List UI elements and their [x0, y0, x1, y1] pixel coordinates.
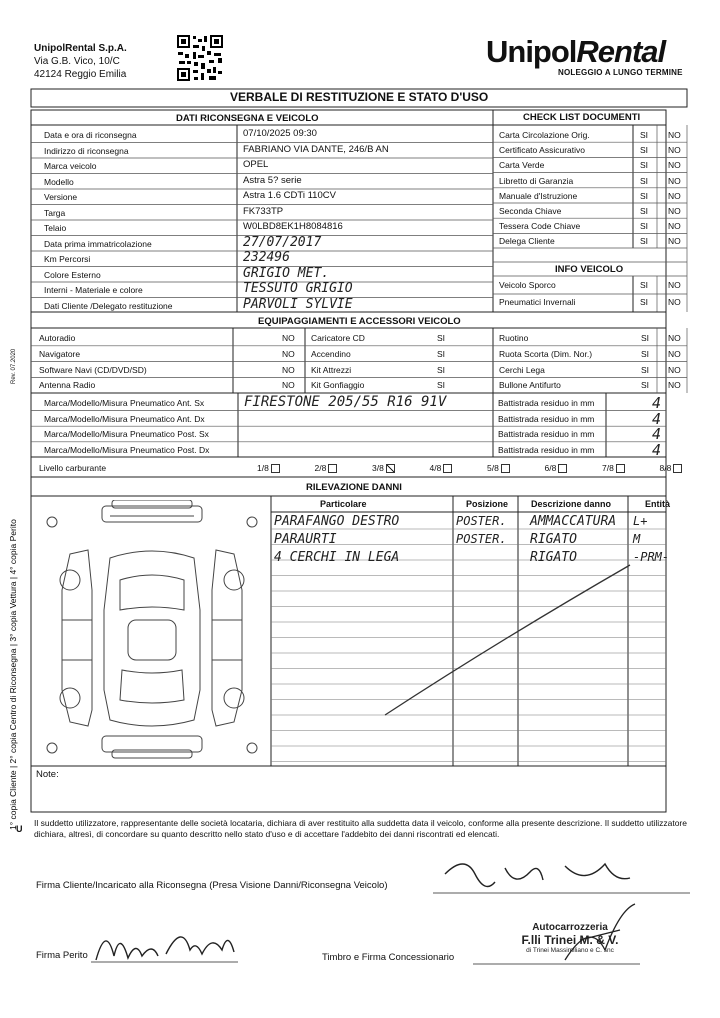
dati-row-label: Telaio — [44, 223, 67, 233]
equip-si: SI — [641, 380, 650, 391]
dati-row-value: 07/10/2025 09:30 — [243, 128, 317, 139]
dati-row-value: OPEL — [243, 159, 269, 170]
fuel-level-checkbox[interactable] — [386, 464, 395, 473]
company-city: 42124 Reggio Emilia — [34, 69, 127, 80]
dati-row-label: Versione — [44, 192, 78, 202]
damage-entity: -PRM- — [633, 550, 670, 564]
fuel-level-option — [372, 463, 395, 473]
checklist-item-label: Carta Verde — [499, 160, 545, 171]
info-yes: SI — [640, 297, 649, 307]
document-title: VERBALE DI RESTITUZIONE E STATO D'USO — [230, 90, 489, 104]
fuel-level-text: 6/8 — [544, 463, 557, 473]
note-label: Note: — [36, 769, 59, 780]
stamp-line-1: Autocarrozzeria — [532, 922, 608, 933]
dati-row-label: Targa — [44, 207, 66, 218]
fuel-level-checkbox[interactable] — [501, 464, 510, 473]
checklist-item-label: Libretto di Garanzia — [499, 175, 574, 186]
damage-part: PARAFANGO DESTRO — [274, 514, 400, 529]
checklist-no: NO — [668, 175, 681, 186]
car-diagram — [40, 500, 266, 762]
signature-cliente — [435, 854, 635, 894]
equip-item-label: Software Navi (CD/DVD/SD) — [39, 364, 147, 375]
checklist-yes: SI — [640, 206, 649, 216]
stamp-line-3: di Trinei Massimiliano e C. snc — [526, 947, 614, 954]
dati-row-value: FABRIANO VIA DANTE, 246/B AN — [243, 143, 389, 155]
info-no: NO — [668, 280, 681, 290]
info-no: NO — [668, 297, 681, 307]
equip-item-label: Antenna Radio — [39, 380, 96, 391]
fuel-level-option — [660, 463, 683, 473]
damage-entity: L+ — [633, 514, 648, 528]
equip-item-label: Kit Attrezzi — [311, 364, 352, 375]
checklist-yes: SI — [640, 175, 649, 186]
checklist-item-label: Carta Circolazione Orig. — [499, 130, 590, 140]
equip-no: NO — [282, 380, 295, 391]
dati-row-label: Marca veicolo — [44, 161, 97, 171]
fuel-level-text: 5/8 — [487, 463, 499, 473]
damage-column-header: Posizione — [466, 499, 509, 509]
handwritten-strike — [380, 560, 640, 720]
damage-part: PARAURTI — [274, 532, 337, 547]
checklist-item-label: Tessera Code Chiave — [499, 221, 581, 232]
equip-no: NO — [282, 364, 295, 375]
tyre-label: Marca/Modello/Misura Pneumatico Post. Sx — [44, 429, 209, 440]
info-item-label: Pneumatici Invernali — [499, 297, 576, 307]
equip-no: NO — [668, 333, 681, 343]
dati-row-value: PARVOLI SYLVIE — [243, 296, 353, 312]
damage-position: POSTER. — [456, 514, 507, 528]
statement-text: Il suddetto utilizzatore, rappresentante delle società locataria, dichiara di aver restituito alla suddetta data il veicolo, conforme alla presente descrizione. Il suddetto utilizzatore dichiara, altresì, di concordare su quanto descritto nello stato d'uso e di accettare l'addebito dei danni riscontrati ed elencati. — [34, 818, 687, 839]
equip-item-label: Autoradio — [39, 333, 76, 343]
equip-no: NO — [668, 364, 681, 375]
checklist-item-label: Certificato Assicurativo — [499, 145, 585, 156]
tyre-label: Marca/Modello/Misura Pneumatico Ant. Sx — [44, 398, 205, 408]
equip-si: SI — [437, 348, 446, 359]
fuel-level-checkbox[interactable] — [328, 464, 337, 473]
tyre-handwritten: FIRESTONE 205/55 R16 91V — [244, 394, 447, 410]
tyre-residual-label: Battistrada residuo in mm — [498, 398, 595, 408]
dati-row-value: W0LBD8EK1H8084816 — [243, 221, 343, 232]
dati-row-label: Modello — [44, 176, 74, 187]
signature-concessionario — [560, 900, 640, 970]
dati-row-value: 232496 — [243, 250, 290, 265]
dati-row-value: Astra 5? serie — [243, 174, 302, 186]
equip-item-label: Ruota Scorta (Dim. Nor.) — [499, 348, 593, 359]
equip-si: SI — [641, 348, 650, 359]
signature-perito — [92, 920, 242, 966]
stamp-line-2: F.lli Trinei M. & V. — [521, 933, 619, 947]
signature-concessionario-label: Timbro e Firma Concessionario — [322, 952, 455, 963]
side-mark: U — [16, 824, 23, 834]
damage-part: 4 CERCHI IN LEGA — [274, 550, 400, 565]
damage-column-header: Descrizione danno — [531, 499, 612, 509]
damage-description: RIGATO — [530, 532, 577, 547]
dati-row-label: Km Percorsi — [44, 254, 91, 264]
tyre-residual-label: Battistrada residuo in mm — [498, 444, 595, 455]
tyre-residual-mm: 4 — [652, 394, 662, 412]
checklist-no: NO — [668, 236, 681, 247]
checklist-no: NO — [668, 206, 681, 216]
info-item-label: Veicolo Sporco — [499, 280, 556, 290]
damage-position: POSTER. — [456, 532, 507, 546]
checklist-no: NO — [668, 145, 681, 156]
damage-column-header: Entità — [645, 499, 671, 509]
checklist-item-label: Seconda Chiave — [499, 206, 562, 216]
tyre-label: Marca/Modello/Misura Pneumatico Ant. Dx — [44, 413, 205, 424]
fuel-level-checkbox[interactable] — [616, 464, 625, 473]
dati-row-label: Data prima immatricolazione — [44, 238, 152, 249]
equip-item-label: Bullone Antifurto — [499, 380, 561, 391]
fuel-level-checkbox[interactable] — [271, 464, 280, 473]
fuel-level-text: 4/8 — [429, 463, 442, 473]
fuel-level-option — [545, 463, 568, 473]
damage-description: AMMACCATURA — [530, 514, 617, 529]
checklist-no: NO — [668, 160, 681, 171]
equip-no: NO — [668, 380, 681, 391]
signature-perito-label: Firma Perito — [36, 950, 88, 961]
equip-no: NO — [668, 348, 681, 359]
tyre-residual-mm: 4 — [652, 409, 662, 428]
dati-row-label: Data e ora di riconsegna — [44, 130, 137, 140]
checklist-yes: SI — [640, 190, 649, 201]
dati-row-label: Indirizzo di riconsegna — [44, 145, 129, 156]
fuel-level-text: 3/8 — [372, 463, 384, 473]
damage-entity: M — [633, 532, 641, 546]
fuel-level-option — [257, 463, 280, 473]
checklist-yes: SI — [640, 221, 649, 232]
dati-row-label: Colore Esterno — [44, 269, 101, 280]
fuel-level-checkbox[interactable] — [443, 464, 452, 473]
equip-item-label: Accendino — [311, 348, 351, 359]
dati-row-label: Interni - Materiale e colore — [44, 285, 143, 295]
form-revision: Rev. 07.2020 — [11, 348, 17, 384]
fuel-level-checkbox[interactable] — [673, 464, 682, 473]
tyre-residual-label: Battistrada residuo in mm — [498, 413, 595, 424]
dati-row-value: FK733TP — [243, 205, 284, 217]
equip-item-label: Cerchi Lega — [499, 364, 545, 375]
company-name: UnipolRental S.p.A. — [34, 43, 127, 54]
tyre-residual-mm: 4 — [652, 440, 662, 459]
equip-si: SI — [437, 333, 446, 343]
tyre-residual-label: Battistrada residuo in mm — [498, 429, 595, 440]
checklist-yes: SI — [640, 236, 649, 247]
sidebar-text: 1° copia Cliente | 2° copia Centro di Riconsegna | 3° copia Vettura | 4° copia Perito — [8, 519, 18, 830]
unipolrental-logo: UnipolRental — [486, 34, 666, 69]
damage-column-header: Particolare — [320, 499, 367, 509]
equip-no: NO — [282, 333, 295, 343]
fuel-level-text: 2/8 — [314, 463, 327, 473]
checklist-yes: SI — [640, 160, 649, 171]
dati-row-value: Astra 1.6 CDTi 110CV — [243, 190, 336, 201]
fuel-label: Livello carburante — [39, 463, 107, 473]
equip-item-label: Caricatore CD — [311, 333, 365, 343]
equip-si: SI — [641, 364, 650, 375]
fuel-level-checkbox[interactable] — [558, 464, 567, 473]
checklist-no: NO — [668, 221, 681, 232]
dati-row-value: TESSUTO GRIGIO — [243, 281, 353, 296]
equip-si: SI — [641, 333, 650, 343]
fuel-level-text: 7/8 — [602, 463, 614, 473]
info-header: INFO VEICOLO — [555, 264, 624, 275]
damage-description: RIGATO — [530, 550, 577, 565]
equip-si: SI — [437, 380, 446, 391]
fuel-level-text: 8/8 — [659, 463, 672, 473]
tyre-label: Marca/Modello/Misura Pneumatico Post. Dx — [44, 444, 210, 455]
dati-row-value: 27/07/2017 — [243, 234, 322, 250]
logo-tagline: NOLEGGIO A LUNGO TERMINE — [558, 68, 683, 77]
fuel-level-option — [430, 463, 453, 473]
checklist-item-label: Manuale d'Istruzione — [499, 190, 578, 201]
dati-header: DATI RICONSEGNA E VEICOLO — [176, 113, 319, 124]
checklist-yes: SI — [640, 130, 649, 140]
damage-header: RILEVAZIONE DANNI — [306, 482, 402, 493]
dati-row-label: Dati Cliente /Delegato restituzione — [44, 300, 173, 311]
checklist-no: NO — [668, 130, 681, 140]
equip-item-label: Navigatore — [39, 348, 81, 359]
equip-header: EQUIPAGGIAMENTI E ACCESSORI VEICOLO — [258, 316, 461, 327]
dati-row-value: GRIGIO MET. — [243, 265, 330, 281]
info-yes: SI — [640, 280, 649, 290]
signature-cliente-label: Firma Cliente/Incaricato alla Riconsegna (Presa Visione Danni/Riconsegna Veicolo) — [36, 880, 388, 891]
equip-si: SI — [437, 364, 446, 375]
fuel-level-option — [487, 463, 510, 473]
tyre-residual-mm: 4 — [652, 425, 662, 444]
equip-item-label: Kit Gonfiaggio — [311, 380, 365, 391]
fuel-level-option — [602, 463, 625, 473]
fuel-level-option — [315, 463, 338, 473]
checklist-yes: SI — [640, 145, 649, 156]
fuel-level-text: 1/8 — [257, 463, 269, 473]
company-street: Via G.B. Vico, 10/C — [34, 56, 120, 67]
checklist-item-label: Delega Cliente — [499, 236, 555, 247]
equip-item-label: Ruotino — [499, 333, 529, 343]
checklist-header: CHECK LIST DOCUMENTI — [523, 112, 641, 123]
equip-no: NO — [282, 348, 295, 359]
checklist-no: NO — [668, 190, 681, 201]
